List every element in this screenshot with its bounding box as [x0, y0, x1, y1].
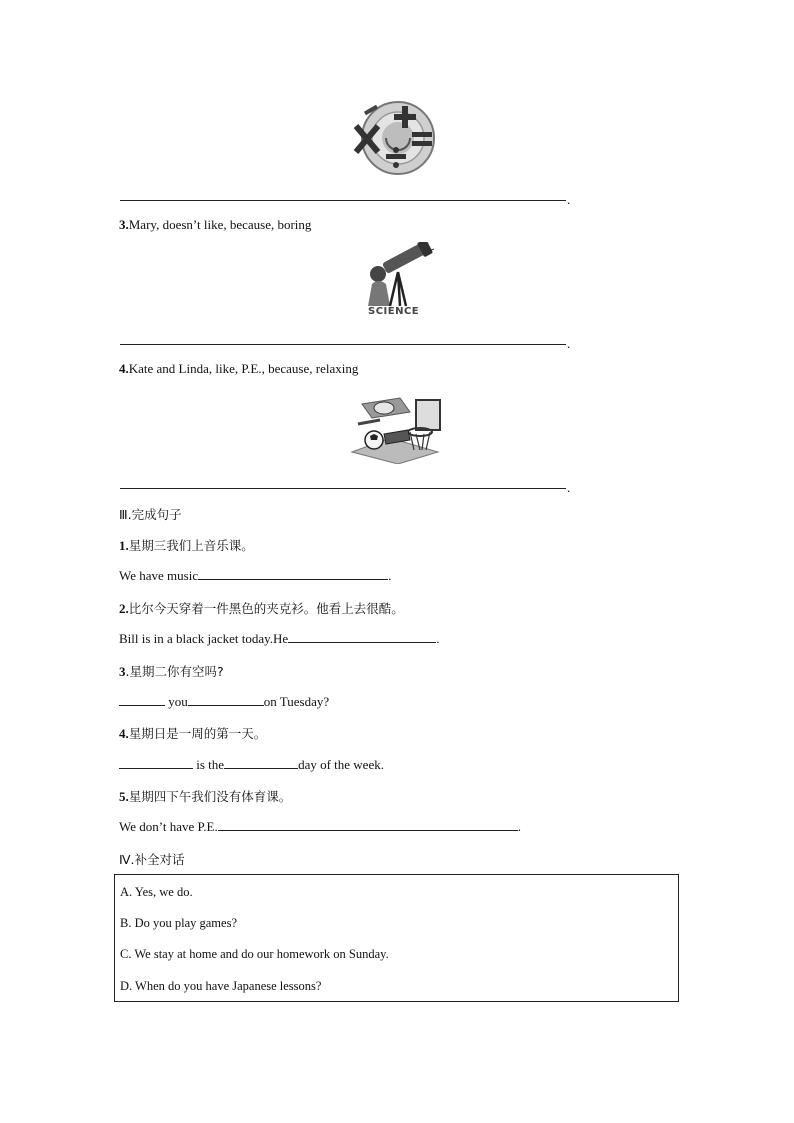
prompt-text: Kate and Linda, like, P.E., because, relaxing: [128, 361, 359, 376]
period: .: [567, 336, 571, 351]
cn-sentence: 星期三我们上音乐课。: [128, 538, 254, 553]
science-telescope-picture: [360, 242, 436, 322]
en-answer-row: [119, 567, 391, 584]
cn-sentence: .星期二你有空吗?: [125, 664, 224, 679]
picture-prompt: [119, 217, 311, 233]
section-title-complete-dialogue: Ⅳ.补全对话: [119, 852, 185, 867]
item-number: 3: [119, 664, 126, 679]
answer-blank[interactable]: [188, 693, 264, 706]
en-text: on Tuesday?: [263, 694, 330, 709]
en-text: We have music: [119, 568, 199, 583]
en-answer-row: [119, 630, 439, 647]
answer-blank[interactable]: [198, 567, 388, 580]
prompt-text: Mary, doesn’t like, because, boring: [128, 217, 312, 232]
answer-line[interactable]: [120, 344, 566, 345]
period: .: [567, 192, 571, 207]
math-symbols-picture: [350, 100, 440, 176]
en-text: .: [436, 631, 440, 646]
item-number: 2.: [119, 601, 129, 616]
answer-blank[interactable]: [119, 756, 193, 769]
prompt-number: 4.: [119, 361, 129, 376]
cn-prompt: [119, 662, 224, 680]
en-answer-row: [119, 693, 329, 710]
cn-prompt: [119, 599, 404, 617]
en-answer-row: [119, 818, 521, 835]
cn-prompt: [119, 536, 254, 554]
item-number: 5.: [119, 789, 129, 804]
prompt-number: 3.: [119, 217, 129, 232]
en-text: Bill is in a black jacket today.He: [119, 631, 289, 646]
telescope-icon: [360, 242, 436, 308]
en-text: We don’t have P.E.: [119, 819, 218, 834]
option-b: B. Do you play games?: [120, 916, 237, 930]
picture-prompt: [119, 361, 358, 377]
period: .: [567, 480, 571, 495]
section-title-complete-sentences: Ⅲ.完成句子: [119, 507, 182, 522]
option-d: D. When do you have Japanese lessons?: [120, 979, 322, 993]
item-number: 1.: [119, 538, 129, 553]
en-answer-row: [119, 756, 384, 773]
cn-prompt: [119, 787, 291, 805]
en-text: day of the week.: [298, 757, 384, 772]
option-a: A. Yes, we do.: [120, 885, 193, 899]
en-text: .: [517, 819, 521, 834]
answer-blank[interactable]: [218, 818, 518, 831]
answer-blank[interactable]: [224, 756, 298, 769]
sports-equipment-picture: [350, 394, 442, 464]
cn-sentence: 比尔今天穿着一件黑色的夹克衫。他看上去很酷。: [128, 601, 404, 616]
answer-line[interactable]: [120, 488, 566, 489]
options-box: [114, 874, 679, 1002]
option-c: C. We stay at home and do our homework on Sunday.: [120, 947, 389, 961]
answer-blank[interactable]: [288, 630, 436, 643]
cn-sentence: 星期日是一周的第一天。: [128, 726, 267, 741]
cn-prompt: [119, 724, 266, 742]
en-text: is the: [193, 757, 225, 772]
answer-blank[interactable]: [119, 693, 165, 706]
item-number: 4.: [119, 726, 129, 741]
cn-sentence: 星期四下午我们没有体育课。: [128, 789, 292, 804]
answer-line[interactable]: [120, 200, 566, 201]
science-caption: SCIENCE: [368, 306, 420, 317]
en-text: you: [168, 694, 188, 709]
en-text: .: [388, 568, 392, 583]
